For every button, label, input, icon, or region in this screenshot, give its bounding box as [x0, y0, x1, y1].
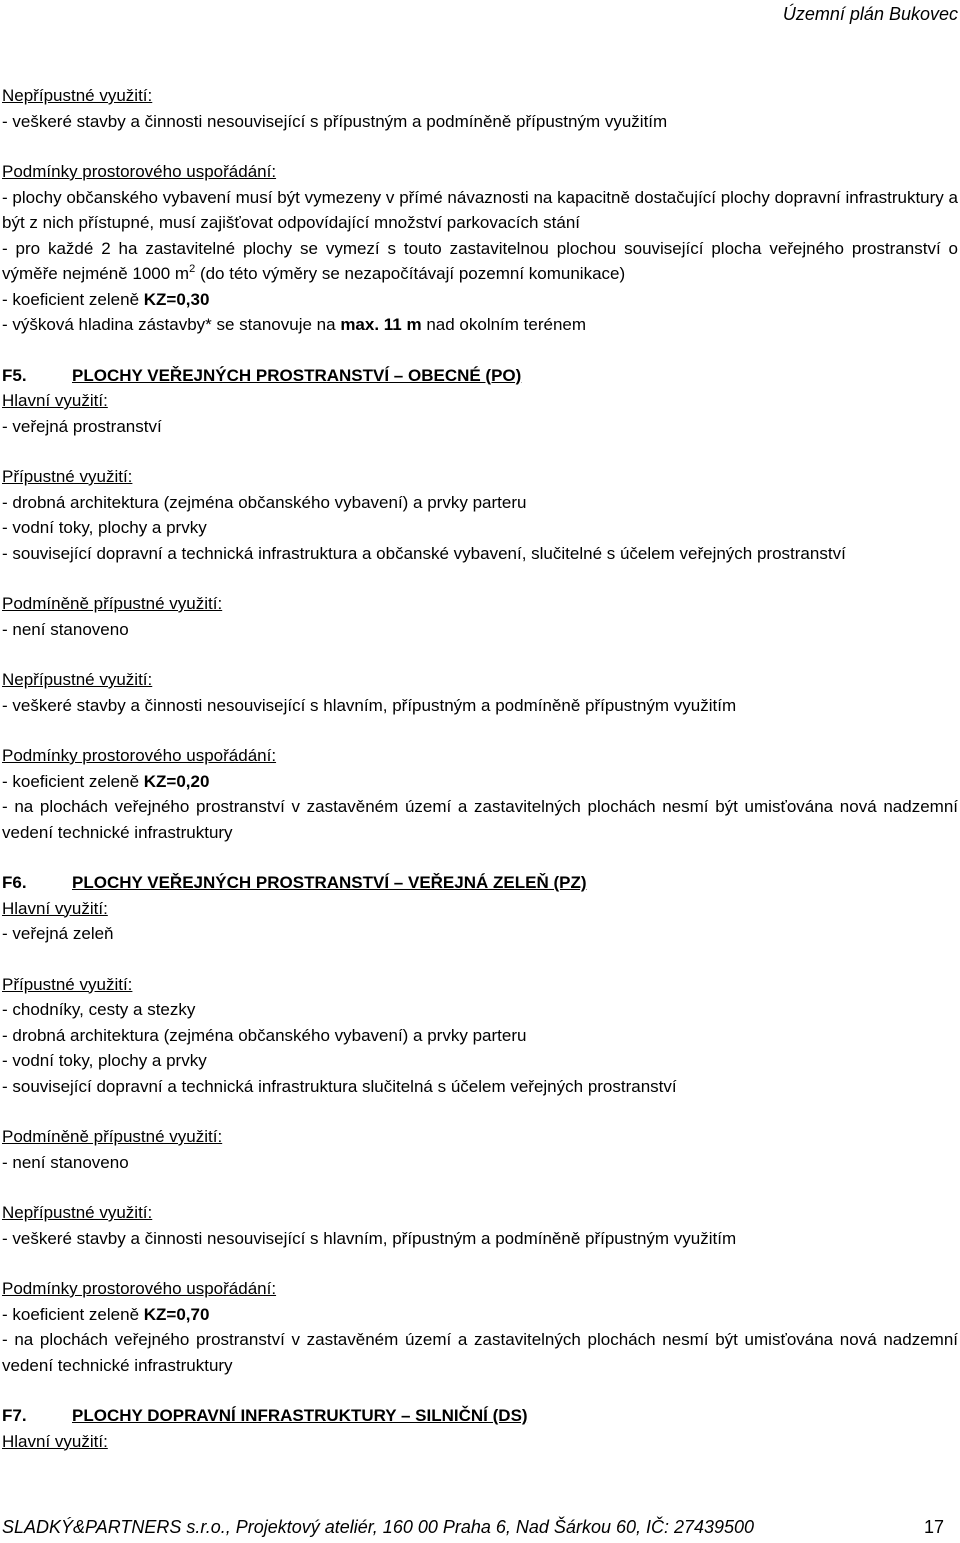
list-item: - veškeré stavby a činnosti nesouvisející s hlavním, přípustným a podmíněně přípustným využitím [2, 1228, 737, 1248]
list-item [2, 1302, 958, 1328]
section-label-nepripustne: Nepřípustné využití: [2, 1203, 153, 1222]
section-label-nepripustne: Nepřípustné využití: [2, 86, 153, 105]
section-heading-f6 [2, 870, 958, 896]
list-item [2, 312, 958, 338]
section-label-podminky: Podmínky prostorového uspořádání: [2, 162, 277, 181]
section-number: F5. [2, 365, 27, 385]
list-item: - na plochách veřejného prostranství v zastavěném území a zastavitelných plochách nesmí být umisťována nová nadzemní vedení technické infrastruktury [2, 1330, 958, 1375]
list-item: - chodníky, cesty a stezky [2, 1000, 196, 1019]
list-item: - veřejná zeleň [2, 924, 114, 943]
list-item: - vodní toky, plochy a prvky [2, 518, 207, 537]
list-item: - veškeré stavby a činnosti nesouvisející s přípustným a podmíněně přípustným využitím [2, 111, 668, 131]
list-item: - není stanoveno [2, 1152, 129, 1172]
list-item-text: - pro každé 2 ha zastavitelné plochy se vymezí s touto zastavitelnou plochou související plocha veřejného prostranství o výměře nejméně 1000 m [2, 238, 958, 283]
kz-value: KZ=0,30 [143, 289, 210, 309]
list-item: - související dopravní a technická infrastruktura a občanské vybavení, slučitelné s účelem veřejných prostranství [2, 543, 846, 563]
section-label-pripustne: Přípustné využití: [2, 467, 133, 486]
section-heading-f7 [2, 1403, 958, 1429]
section-label-pripustne: Přípustné využití: [2, 974, 133, 994]
section-number: F7. [2, 1406, 27, 1425]
list-item [2, 287, 958, 313]
list-item [2, 236, 958, 287]
section-label-podminky: Podmínky prostorového uspořádání: [2, 1279, 277, 1298]
kz-value: KZ=0,20 [143, 771, 210, 791]
list-item-text: - koeficient zeleně [2, 771, 144, 791]
page-number: 17 [923, 1517, 944, 1537]
list-item-text: (do této výměry se nezapočítávají pozemní komunikace) [195, 264, 626, 283]
height-value: max. 11 m [340, 315, 422, 334]
list-item: - plochy občanského vybavení musí být vymezeny v přímé návaznosti na kapacitně dostačující plochy dopravní infrastruktury a být z nich přístupné, musí zajišťovat odpovídající množství parkovacích stání [2, 187, 958, 232]
list-item-text: - koeficient zeleně [2, 289, 144, 309]
list-item: - drobná architektura (zejména občanského vybavení) a prvky parteru [2, 492, 527, 512]
section-heading-f5 [2, 363, 958, 389]
section-label-hlavni: Hlavní využití: [2, 898, 108, 918]
list-item-text: - koeficient zeleně [2, 1304, 144, 1324]
section-number: F6. [2, 873, 27, 892]
list-item: - není stanoveno [2, 619, 129, 639]
list-item-text: nad okolním terénem [421, 315, 587, 334]
section-label-podminene: Podmíněně přípustné využití: [2, 594, 223, 613]
section-label-hlavni: Hlavní využití: [2, 1431, 108, 1451]
document-header: Územní plán Bukovec [782, 4, 958, 24]
list-item: - související dopravní a technická infrastruktura slučitelná s účelem veřejných prostranství [2, 1076, 677, 1096]
section-title: PLOCHY VEŘEJNÝCH PROSTRANSTVÍ – OBECNÉ (PO) [72, 365, 522, 385]
section-label-podminene: Podmíněně přípustné využití: [2, 1127, 223, 1146]
footer-text: SLADKÝ&PARTNERS s.r.o., Projektový ateliér, 160 00 Praha 6, Nad Šárkou 60, IČ: 27439500 [2, 1517, 755, 1537]
kz-value: KZ=0,70 [143, 1304, 210, 1324]
list-item-text: - výšková hladina zástavby* se stanovuje na [2, 315, 341, 334]
list-item: - drobná architektura (zejména občanského vybavení) a prvky parteru [2, 1025, 527, 1045]
list-item: - na plochách veřejného prostranství v zastavěném území a zastavitelných plochách nesmí být umisťována nová nadzemní vedení technické infrastruktury [2, 797, 958, 842]
section-title: PLOCHY VEŘEJNÝCH PROSTRANSTVÍ – VEŘEJNÁ ZELEŇ (PZ) [72, 873, 587, 892]
list-item: - vodní toky, plochy a prvky [2, 1051, 207, 1070]
list-item: - veřejná prostranství [2, 416, 162, 436]
section-label-podminky: Podmínky prostorového uspořádání: [2, 746, 277, 765]
list-item: - veškeré stavby a činnosti nesouvisející s hlavním, přípustným a podmíněně přípustným využitím [2, 695, 737, 715]
section-label-hlavni: Hlavní využití: [2, 391, 108, 410]
document-body [2, 83, 958, 1454]
superscript: 2 [189, 263, 196, 275]
section-label-nepripustne: Nepřípustné využití: [2, 670, 153, 689]
document-footer [2, 1517, 944, 1538]
section-title: PLOCHY DOPRAVNÍ INFRASTRUKTURY – SILNIČNÍ (DS) [72, 1406, 528, 1425]
list-item [2, 769, 958, 795]
